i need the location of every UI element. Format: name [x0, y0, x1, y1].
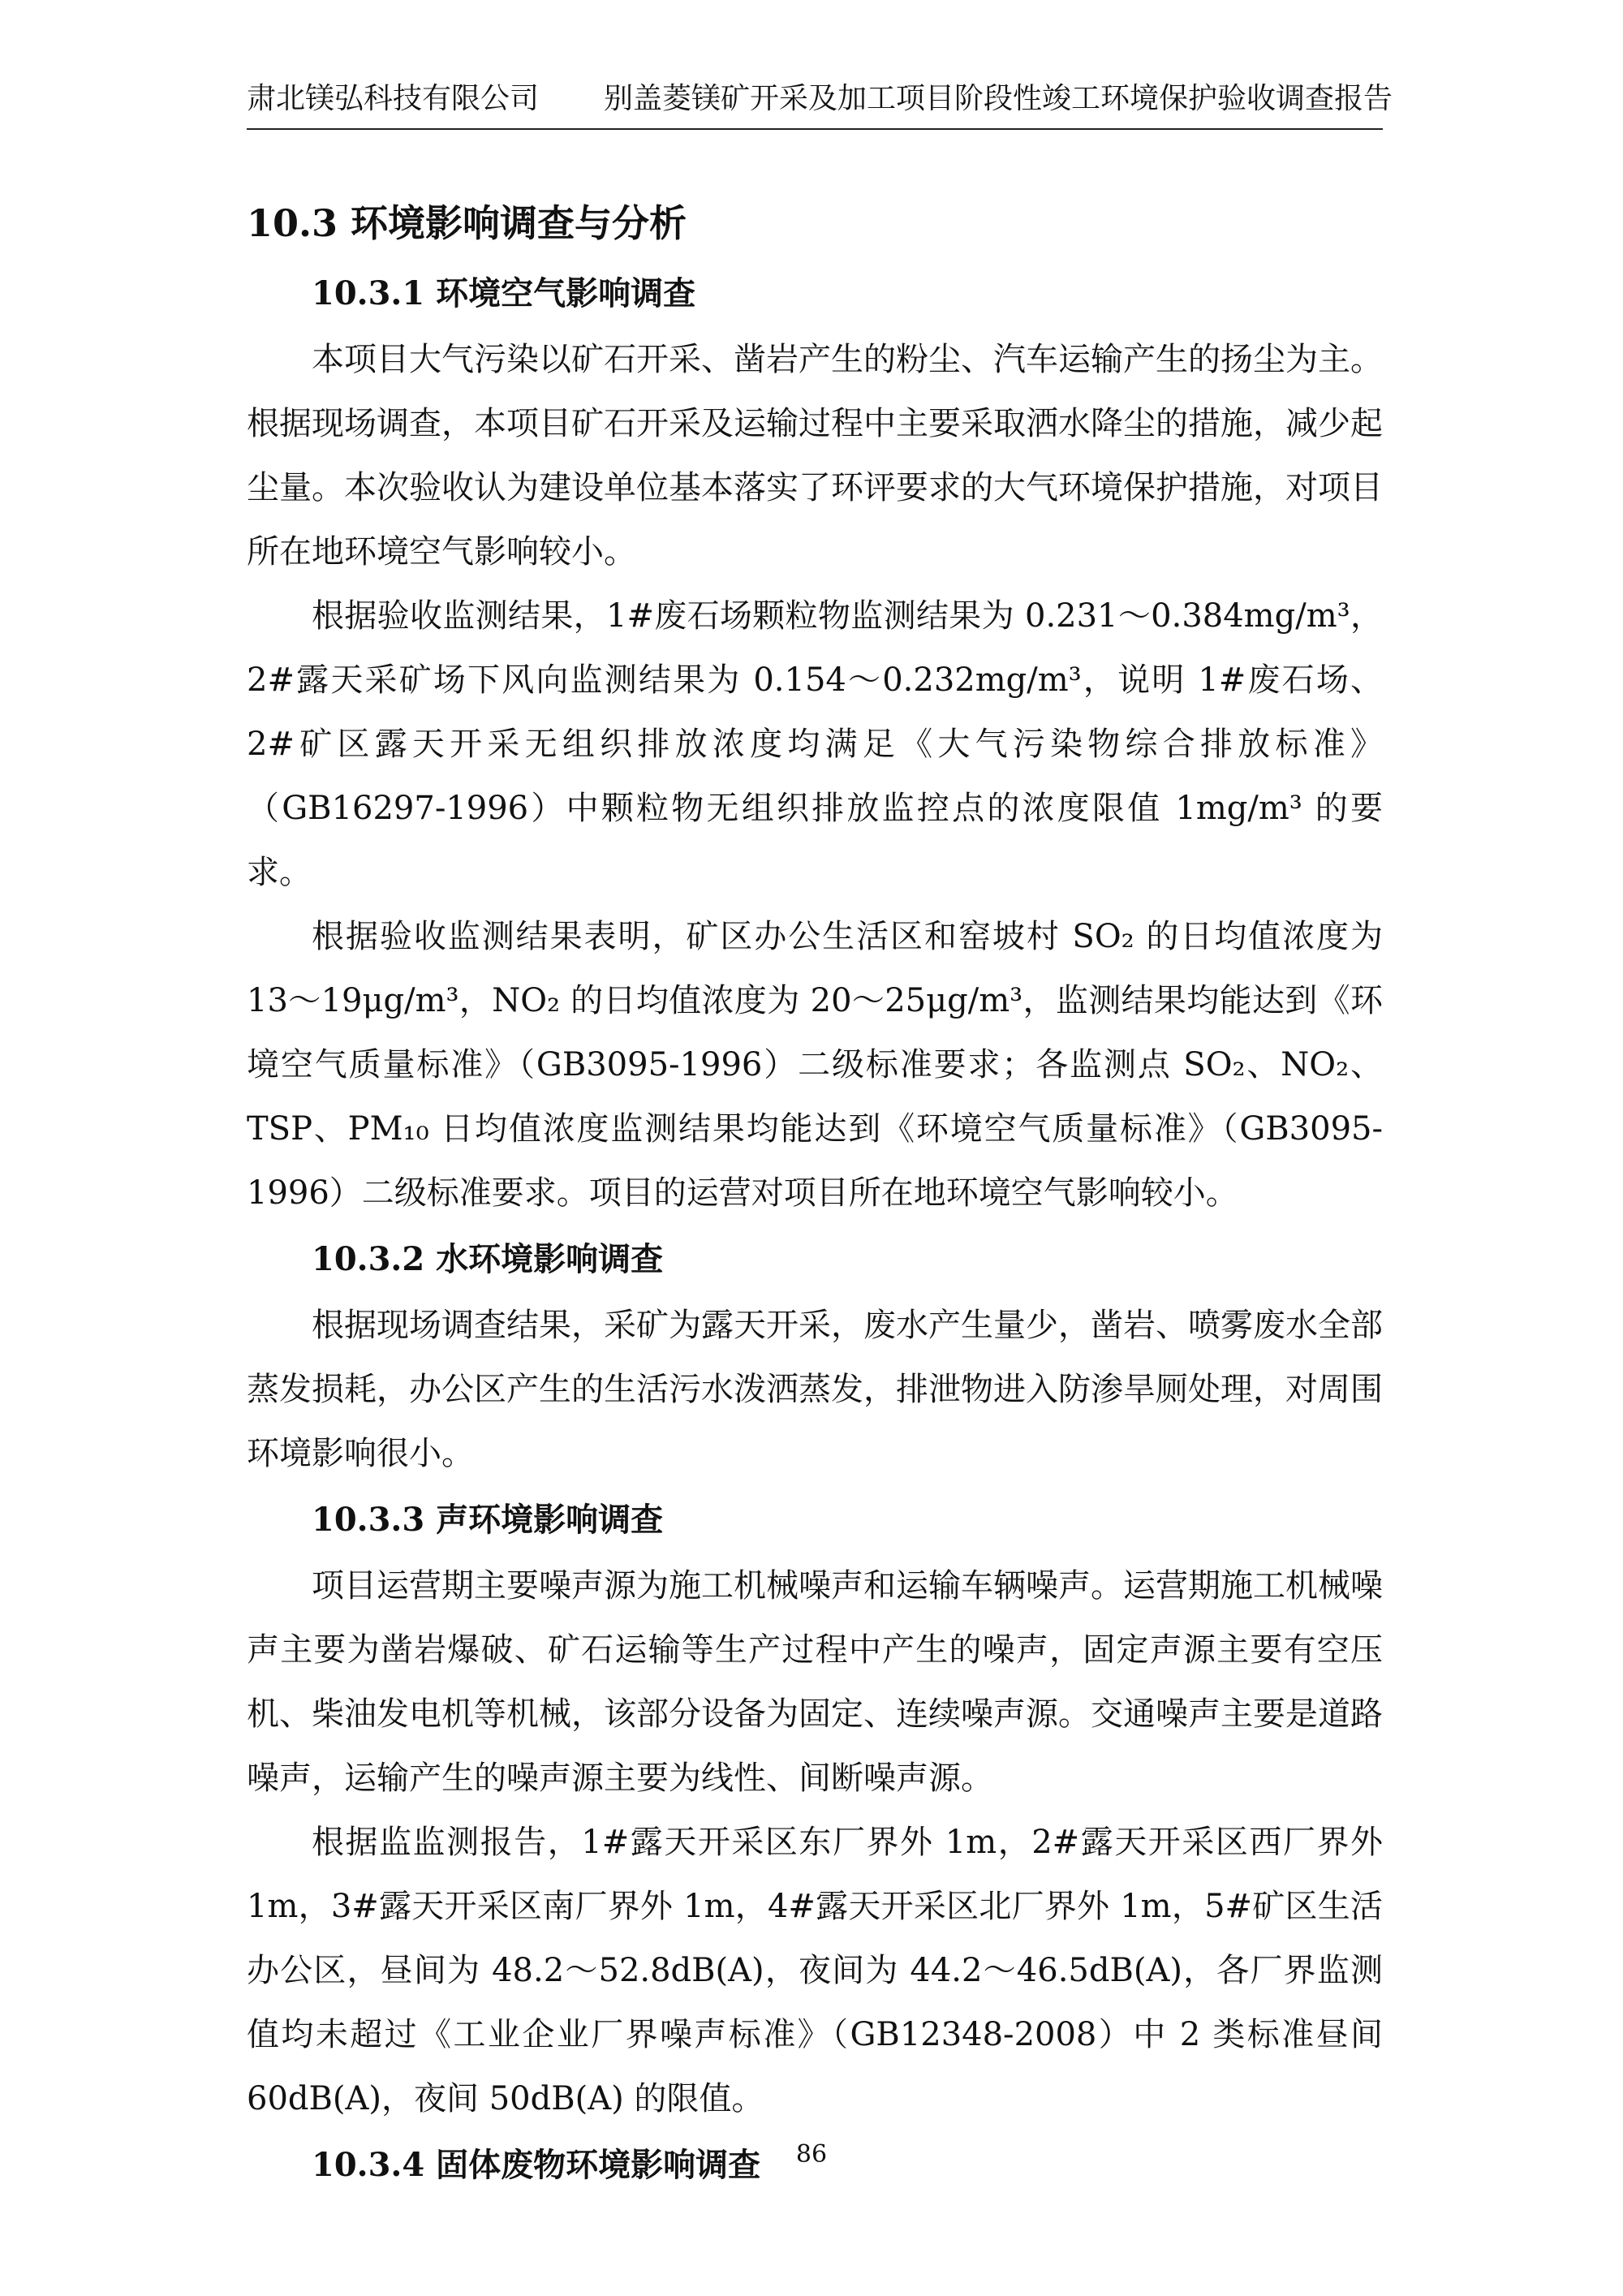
header-company: 肃北镁弘科技有限公司 [247, 82, 540, 115]
paragraph-water-1: 根据现场调查结果，采矿为露天开采，废水产生量少，凿岩、喷雾废水全部蒸发损耗，办公区产生的生活污水泼洒蒸发，排泄物进入防渗旱厕处理，对周围环境影响很小。 [247, 1307, 1383, 1472]
subsection-title-noise: 10.3.3 声环境影响调查 [312, 1501, 664, 1539]
paragraph-air-2: 根据验收监测结果，1#废石场颗粒物监测结果为 0.231～0.384mg/m³，2#露天采矿场下风向监测结果为 0.154～0.232mg/m³，说明 1#废石场、2#矿区露天开采无组织排放浓度均满足《大气污染物综合排放标准》（GB16297-1996）中颗粒物无组织排放监控点的浓度限值 1mg/m³ 的要求。 [247, 597, 1383, 891]
paragraph-noise-2: 根据监监测报告，1#露天开采区东厂界外 1m，2#露天开采区西厂界外 1m，3#露天开采区南厂界外 1m，4#露天开采区北厂界外 1m，5#矿区生活办公区，昼间为 48.2～52.8dB(A)，夜间为 44.2～46.5dB(A)，各厂界监测值均未超过《工业企业厂界噪声标准》（GB12348-2008）中 2 类标准昼间 60dB(A)，夜间 50dB(A) 的限值。 [247, 1824, 1383, 2117]
header-report-title: 别盖菱镁矿开采及加工项目阶段性竣工环境保护验收调查报告 [604, 82, 1393, 115]
subsection-title-air: 10.3.1 环境空气影响调查 [312, 274, 696, 312]
paragraph-noise-1: 项目运营期主要噪声源为施工机械噪声和运输车辆噪声。运营期施工机械噪声主要为凿岩爆破、矿石运输等生产过程中产生的噪声，固定声源主要有空压机、柴油发电机等机械，该部分设备为固定、连续噪声源。交通噪声主要是道路噪声，运输产生的噪声源主要为线性、间断噪声源。 [247, 1567, 1383, 1797]
page-content [247, 187, 1383, 2199]
subsection-title-water: 10.3.2 水环境影响调查 [312, 1240, 664, 1278]
page-number: 86 [795, 2140, 828, 2169]
paragraph-air-1: 本项目大气污染以矿石开采、凿岩产生的粉尘、汽车运输产生的扬尘为主。根据现场调查，本项目矿石开采及运输过程中主要采取洒水降尘的措施，减少起尘量。本次验收认为建设单位基本落实了环评要求的大气环境保护措施，对项目所在地环境空气影响较小。 [247, 341, 1383, 571]
section-title: 10.3 环境影响调查与分析 [247, 201, 687, 245]
subsection-title-solid-waste: 10.3.4 固体废物环境影响调查 [312, 2146, 761, 2184]
paragraph-air-3: 根据验收监测结果表明，矿区办公生活区和窑坡村 SO₂ 的日均值浓度为 13～19μg/m³，NO₂ 的日均值浓度为 20～25μg/m³，监测结果均能达到《环境空气质量标准》（GB3095-1996）二级标准要求；各监测点 SO₂、NO₂、TSP、PM₁₀ 日均值浓度监测结果均能达到《环境空气质量标准》（GB3095-1996）二级标准要求。项目的运营对项目所在地环境空气影响较小。 [247, 918, 1383, 1212]
header-divider [247, 128, 1383, 130]
page-header [247, 75, 1393, 123]
